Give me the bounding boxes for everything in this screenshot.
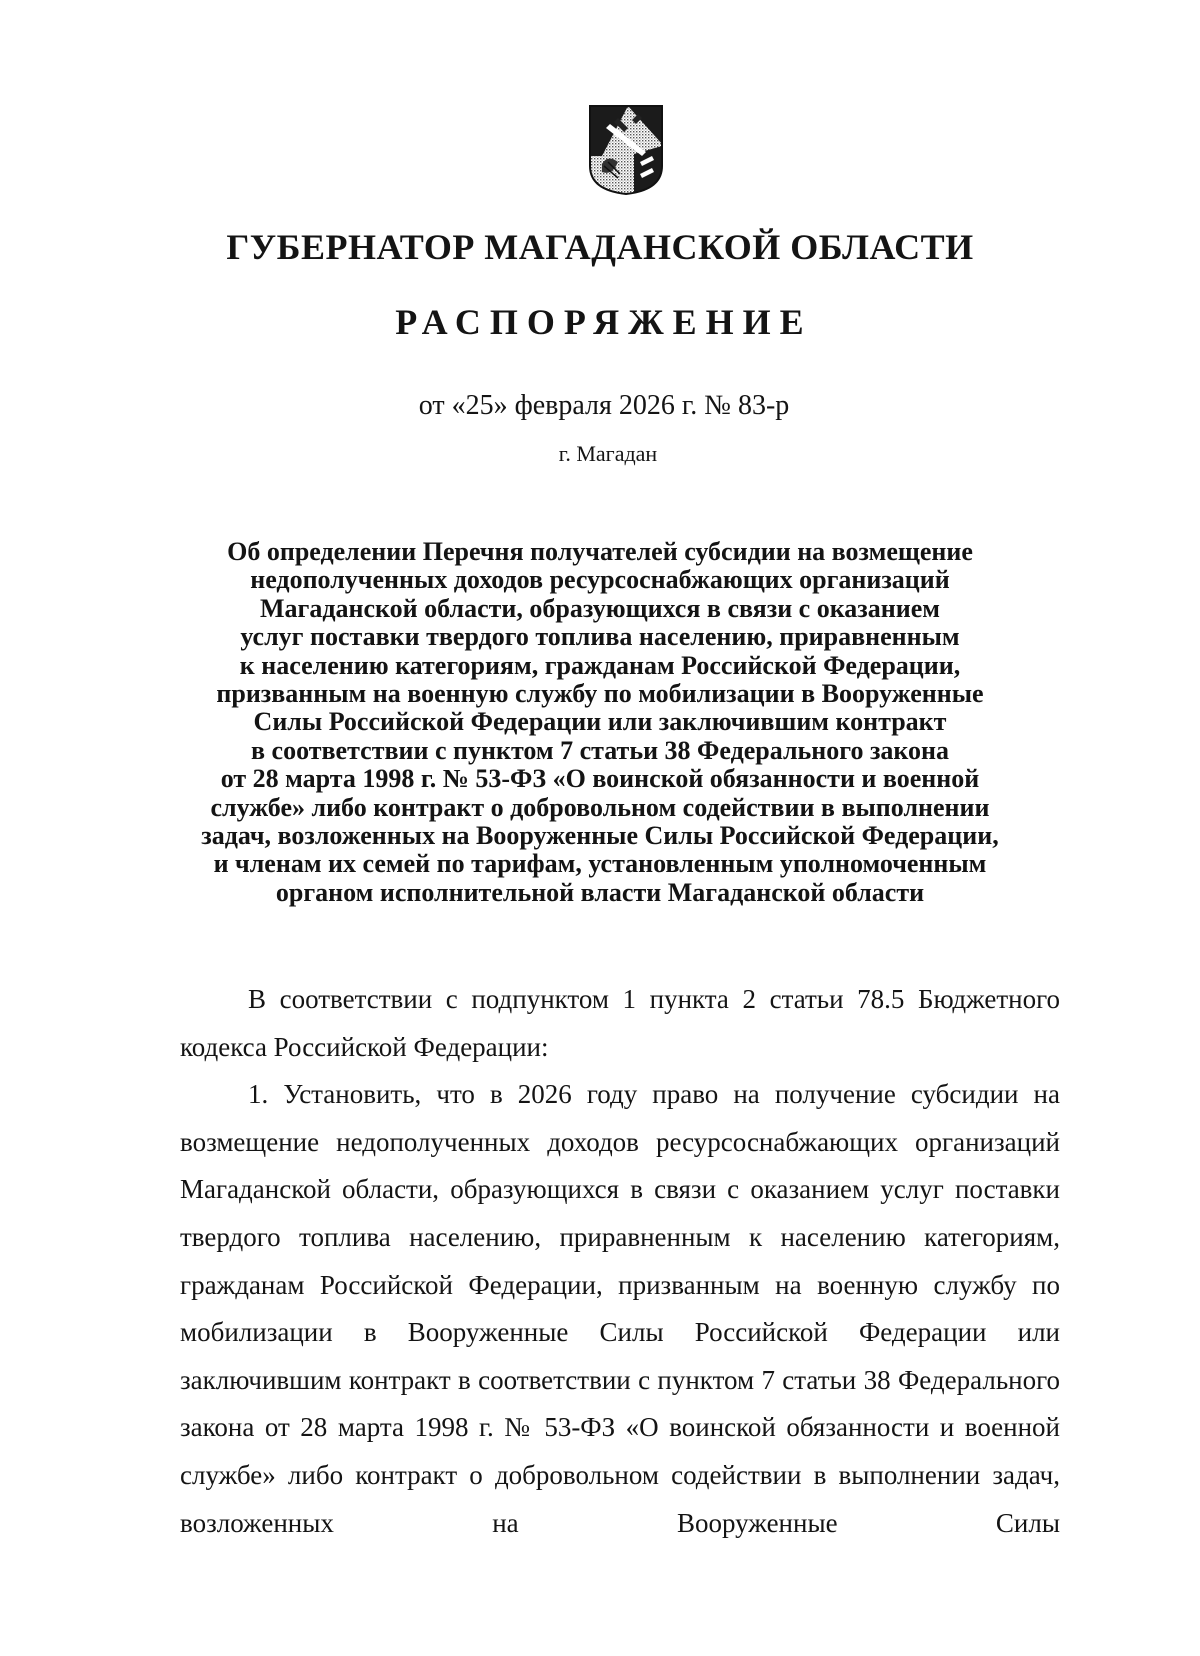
document-date-number: от «25» февраля 2026 г. № 83-р (418, 390, 790, 421)
heading-line: и членам их семей по тарифам, установленным уполномоченным (213, 849, 987, 879)
issuing-authority-title: ГУБЕРНАТОР МАГАДАНСКОЙ ОБЛАСТИ (226, 227, 974, 267)
heading-line: к населению категориям, гражданам Российской Федерации, (239, 650, 961, 680)
preamble-paragraph: В соответствии с подпунктом 1 пункта 2 статьи 78.5 Бюджетного кодекса Российской Федерации: (180, 984, 1060, 1062)
heading-line: органом исполнительной власти Магаданской области (275, 877, 925, 907)
heading-line: недополученных доходов ресурсоснабжающих организаций (250, 565, 950, 595)
document-body (180, 976, 1060, 1547)
heading-line: в соответствии с пунктом 7 статьи 38 Федерального закона (250, 735, 950, 765)
heading-line: Об определении Перечня получателей субсидии на возмещение (227, 537, 973, 566)
document-city: г. Магадан (558, 441, 658, 466)
heading-line: услуг поставки твердого топлива населению, приравненным (240, 622, 960, 652)
heading-line: Магаданской области, образующихся в связи с оказанием (260, 593, 940, 623)
document-subject-heading (150, 538, 1050, 907)
heading-line: от 28 марта 1998 г. № 53-ФЗ «О воинской обязанности и военной (220, 764, 980, 794)
document-type-title: РАСПОРЯЖЕНИЕ (395, 302, 813, 342)
heading-line: задач, возложенных на Вооруженные Силы Российской Федерации, (201, 821, 999, 851)
clause-1-paragraph: 1. Установить, что в 2026 году право на получение субсидии на возмещение недополученных доходов ресурсоснабжающих организаций Магаданской области, образующихся в связи с оказанием услуг поставки твердого топлива населению, приравненным к населению категориям, гражданам Российской Федерации, призванным на военную службу по мобилизации в Вооруженные Силы Российской Федерации или заключившим контракт в соответствии с пунктом 7 статьи 38 Федерального закона от 28 марта 1998 г. № 53-ФЗ «О воинской обязанности и военной службе» либо контракт о добровольном содействии в выполнении задач, возложенных на Вооруженные Силы (180, 1079, 1060, 1538)
heading-line: призванным на военную службу по мобилизации в Вооруженные (216, 679, 984, 709)
heading-line: Силы Российской Федерации или заключившим контракт (253, 707, 947, 737)
heading-line: службе» либо контракт о добровольном содействии в выполнении (210, 792, 990, 822)
coat-of-arms-icon (588, 104, 664, 196)
